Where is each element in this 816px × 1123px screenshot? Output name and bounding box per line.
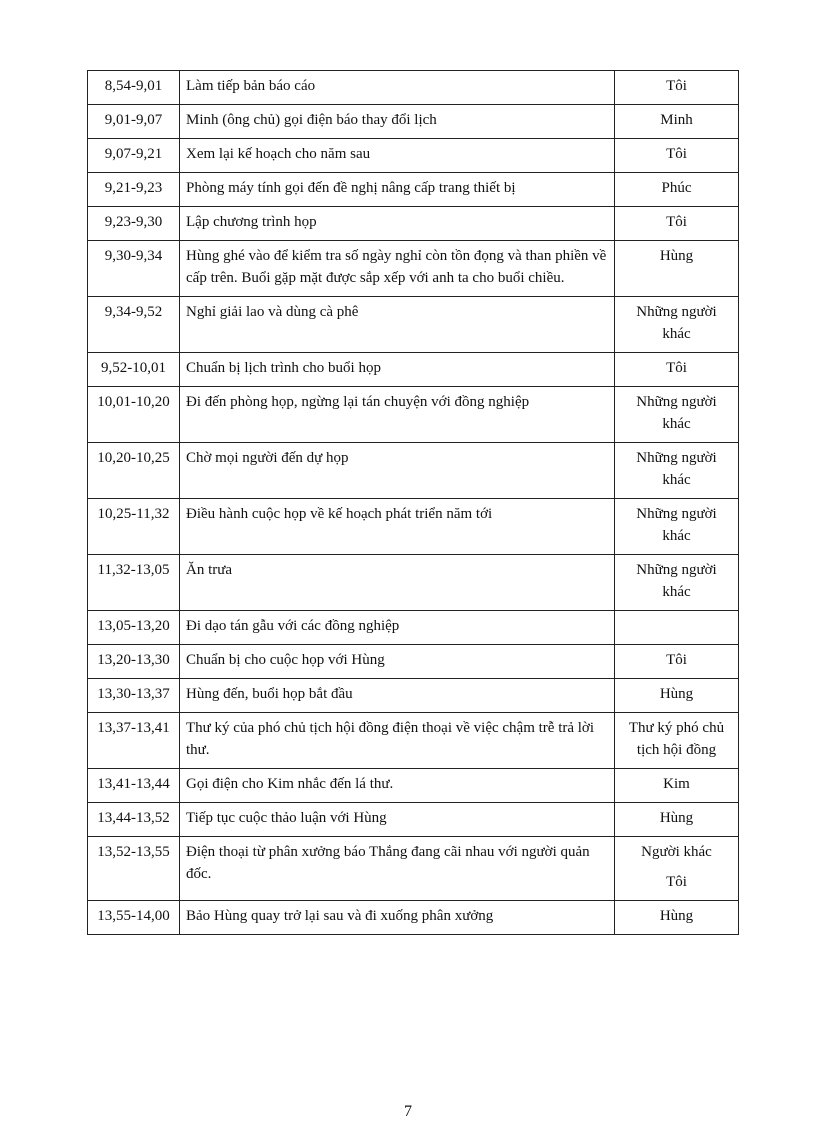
person-name: Tôi: [666, 360, 687, 376]
activity-cell: Nghỉ giải lao và dùng cà phê: [180, 297, 615, 353]
table-row: [88, 139, 739, 173]
time-cell: 9,07-9,21: [88, 139, 180, 173]
person-cell: [615, 645, 739, 679]
person-name: Tôi: [666, 78, 687, 94]
time-cell: 9,30-9,34: [88, 241, 180, 297]
activity-cell: Lập chương trình họp: [180, 207, 615, 241]
time-cell: 11,32-13,05: [88, 555, 180, 611]
activity-cell: Đi đến phòng họp, ngừng lại tán chuyện với đồng nghiệp: [180, 387, 615, 443]
activity-cell: Xem lại kế hoạch cho năm sau: [180, 139, 615, 173]
table-row: [88, 71, 739, 105]
table-row: [88, 555, 739, 611]
time-cell: 9,01-9,07: [88, 105, 180, 139]
time-cell: 10,01-10,20: [88, 387, 180, 443]
time-cell: 13,20-13,30: [88, 645, 180, 679]
table-row: [88, 241, 739, 297]
table-row: [88, 387, 739, 443]
table-row: [88, 901, 739, 935]
person-cell: [615, 769, 739, 803]
table-row: [88, 837, 739, 901]
person-name: Tôi: [666, 146, 687, 162]
activity-cell: Điều hành cuộc họp về kế hoạch phát triển năm tới: [180, 499, 615, 555]
table-row: [88, 499, 739, 555]
activity-cell: Gọi điện cho Kim nhắc đến lá thư.: [180, 769, 615, 803]
activity-cell: Bảo Hùng quay trở lại sau và đi xuống phân xưởng: [180, 901, 615, 935]
activity-cell: Minh (ông chủ) gọi điện báo thay đổi lịch: [180, 105, 615, 139]
activity-cell: Chuẩn bị cho cuộc họp với Hùng: [180, 645, 615, 679]
person-cell: [615, 353, 739, 387]
person-cell: [615, 611, 739, 645]
person-name: Hùng: [659, 908, 694, 924]
person-name: Những người khác: [636, 506, 717, 544]
page-number: 7: [404, 1103, 412, 1120]
time-cell: 8,54-9,01: [88, 71, 180, 105]
person-cell: [615, 803, 739, 837]
activity-cell: Hùng đến, buổi họp bắt đầu: [180, 679, 615, 713]
time-cell: 9,34-9,52: [88, 297, 180, 353]
person-name: Những người khác: [636, 394, 717, 432]
person-cell: [615, 555, 739, 611]
table-row: [88, 803, 739, 837]
time-cell: 13,55-14,00: [88, 901, 180, 935]
table-row: [88, 611, 739, 645]
person-name: Tôi: [666, 214, 687, 230]
activity-cell: Thư ký của phó chủ tịch hội đồng điện thoại về việc chậm trễ trả lời thư.: [180, 713, 615, 769]
person-cell: [615, 713, 739, 769]
person-name: Những người khác: [636, 304, 717, 342]
time-cell: 9,52-10,01: [88, 353, 180, 387]
person-name: Những người khác: [636, 450, 717, 488]
time-cell: 9,21-9,23: [88, 173, 180, 207]
person-cell: [615, 207, 739, 241]
person-cell: [615, 71, 739, 105]
table-row: [88, 679, 739, 713]
table-row: [88, 353, 739, 387]
activity-cell: Tiếp tục cuộc thảo luận với Hùng: [180, 803, 615, 837]
activity-cell: Điện thoại từ phân xưởng báo Thắng đang cãi nhau với người quản đốc.: [180, 837, 615, 901]
person-name: Kim: [663, 776, 690, 792]
time-cell: 13,30-13,37: [88, 679, 180, 713]
person-cell: [615, 173, 739, 207]
time-cell: 13,44-13,52: [88, 803, 180, 837]
person-name: Hùng: [659, 810, 694, 826]
person-cell: [615, 837, 739, 901]
person-name: Những người khác: [636, 562, 717, 600]
time-cell: 13,52-13,55: [88, 837, 180, 901]
person-cell: [615, 105, 739, 139]
activity-cell: Đi dạo tán gẫu với các đồng nghiệp: [180, 611, 615, 645]
table-row: [88, 105, 739, 139]
person-name: Hùng: [659, 686, 694, 702]
person-cell: [615, 241, 739, 297]
time-cell: 10,20-10,25: [88, 443, 180, 499]
time-cell: 13,05-13,20: [88, 611, 180, 645]
person-name: Người khác: [641, 844, 712, 860]
person-cell: [615, 139, 739, 173]
person-name: Minh: [660, 112, 693, 128]
person-cell: [615, 679, 739, 713]
person-name: Phúc: [661, 180, 692, 196]
person-name: Hùng: [659, 248, 694, 264]
activity-cell: Ăn trưa: [180, 555, 615, 611]
table-row: [88, 713, 739, 769]
time-log-body: [88, 71, 739, 935]
person-cell: [615, 387, 739, 443]
time-cell: 13,37-13,41: [88, 713, 180, 769]
person-cell: [615, 901, 739, 935]
time-log-table: [87, 70, 739, 935]
person-name: Thư ký phó chủ tịch hội đồng: [628, 720, 725, 758]
table-row: [88, 645, 739, 679]
table-row: [88, 173, 739, 207]
activity-cell: Làm tiếp bản báo cáo: [180, 71, 615, 105]
person-cell: [615, 297, 739, 353]
activity-cell: Hùng ghé vào để kiểm tra số ngày nghỉ còn tồn đọng và than phiền về cấp trên. Buổi gặp mặt được sắp xếp với anh ta cho buổi chiều.: [180, 241, 615, 297]
time-cell: 10,25-11,32: [88, 499, 180, 555]
person-name: Tôi: [666, 652, 687, 668]
time-cell: 13,41-13,44: [88, 769, 180, 803]
table-row: [88, 443, 739, 499]
activity-cell: Chờ mọi người đến dự họp: [180, 443, 615, 499]
person-cell: [615, 443, 739, 499]
time-cell: 9,23-9,30: [88, 207, 180, 241]
table-row: [88, 297, 739, 353]
activity-cell: Chuẩn bị lịch trình cho buổi họp: [180, 353, 615, 387]
table-row: [88, 769, 739, 803]
activity-cell: Phòng máy tính gọi đến đề nghị nâng cấp trang thiết bị: [180, 173, 615, 207]
person-name: Tôi: [666, 874, 687, 890]
table-row: [88, 207, 739, 241]
person-cell: [615, 499, 739, 555]
